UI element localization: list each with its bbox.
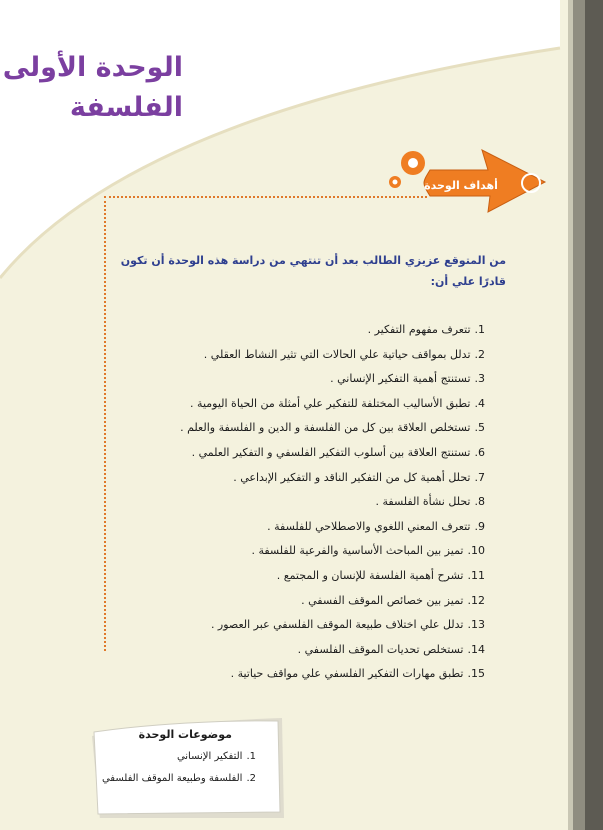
topic-number: 1. xyxy=(246,751,256,762)
goal-number: 3. xyxy=(474,372,485,386)
goal-number: 4. xyxy=(474,396,485,410)
goal-text: تطبق الأساليب المختلفة للتفكير علي أمثلة من الحياة اليومية . xyxy=(190,396,471,410)
goal-text: تستنتج العلاقة بين أسلوب التفكير الفلسفي و التفكير العلمي . xyxy=(191,445,471,459)
goal-number: 8. xyxy=(474,495,485,509)
goal-text: تحلل نشأة الفلسفة . xyxy=(375,495,471,509)
goal-text: تميز بين المباحث الأساسية والفرعية للفلسفة . xyxy=(251,544,464,558)
goal-number: 7. xyxy=(474,470,485,484)
goal-item xyxy=(105,466,485,491)
goal-number: 9. xyxy=(474,519,485,533)
topic-number: 2. xyxy=(246,773,256,784)
goal-item xyxy=(105,539,485,564)
goal-number: 11. xyxy=(467,568,485,582)
goal-number: 2. xyxy=(474,347,485,361)
goal-number: 5. xyxy=(474,421,485,435)
goals-list xyxy=(105,318,485,687)
topics-title: موضوعات الوحدة xyxy=(138,728,232,741)
goal-item xyxy=(105,343,485,368)
topic-text: التفكير الإنساني xyxy=(176,751,243,762)
goal-text: تستخلص تحديات الموقف الفلسفي . xyxy=(297,642,464,656)
goal-number: 15. xyxy=(467,667,485,681)
goal-text: تدلل علي اختلاف طبيعة الموقف الفلسفي عبر العصور . xyxy=(210,618,464,632)
badge-circle-large-hole xyxy=(408,158,418,168)
topic-item xyxy=(96,746,256,768)
goal-item xyxy=(105,564,485,589)
goal-text: تشرح أهمية الفلسفة للإنسان و المجتمع . xyxy=(276,568,464,582)
intro-text: من المتوقع عزيزي الطالب بعد أن تنتهي من دراسة هذه الوحدة أن تكون قادرًا علي أن: xyxy=(120,254,506,288)
goal-text: تدلل بمواقف حياتية علي الحالات التي تثير النشاط العقلي . xyxy=(203,347,471,361)
goal-item xyxy=(105,318,485,343)
unit-name: الفلسفة xyxy=(69,92,183,123)
goal-text: تحلل أهمية كل من التفكير الناقد و التفكير الإبداعي . xyxy=(233,470,471,484)
unit-title: الوحدة الأولى xyxy=(2,52,183,83)
goal-text: تستخلص العلاقة بين كل من الفلسفة و الدين و الفلسفة والعلم . xyxy=(180,421,471,435)
topic-text: الفلسفة وطبيعة الموقف الفلسفي xyxy=(101,773,243,784)
goal-text: تميز بين خصائص الموقف الفسفي . xyxy=(301,593,464,607)
goal-number: 13. xyxy=(467,618,485,632)
badge-circle-small-hole xyxy=(393,180,398,185)
goal-item xyxy=(105,441,485,466)
goal-item xyxy=(105,392,485,417)
goal-item xyxy=(105,367,485,392)
goal-item xyxy=(105,416,485,441)
goal-number: 1. xyxy=(474,323,485,336)
goal-text: تطبق مهارات التفكير الفلسفي علي مواقف حياتية . xyxy=(230,667,464,681)
goal-text: تتعرف مفهوم التفكير . xyxy=(367,323,471,336)
goal-number: 14. xyxy=(467,642,485,656)
topic-item xyxy=(96,768,256,790)
goal-number: 12. xyxy=(467,593,485,607)
goal-item xyxy=(105,638,485,663)
goal-item xyxy=(105,662,485,687)
goal-item xyxy=(105,613,485,638)
goal-item xyxy=(105,490,485,515)
goal-item xyxy=(105,589,485,614)
goal-text: تستنتج أهمية التفكير الإنساني . xyxy=(330,372,471,386)
goal-item xyxy=(105,515,485,540)
topics-list xyxy=(96,746,256,790)
goal-number: 10. xyxy=(467,544,485,558)
goal-number: 6. xyxy=(474,445,485,459)
badge-label: أهداف الوحدة xyxy=(424,179,498,192)
goal-text: تتعرف المعني اللغوي والاصطلاحي للفلسفة . xyxy=(267,519,471,533)
